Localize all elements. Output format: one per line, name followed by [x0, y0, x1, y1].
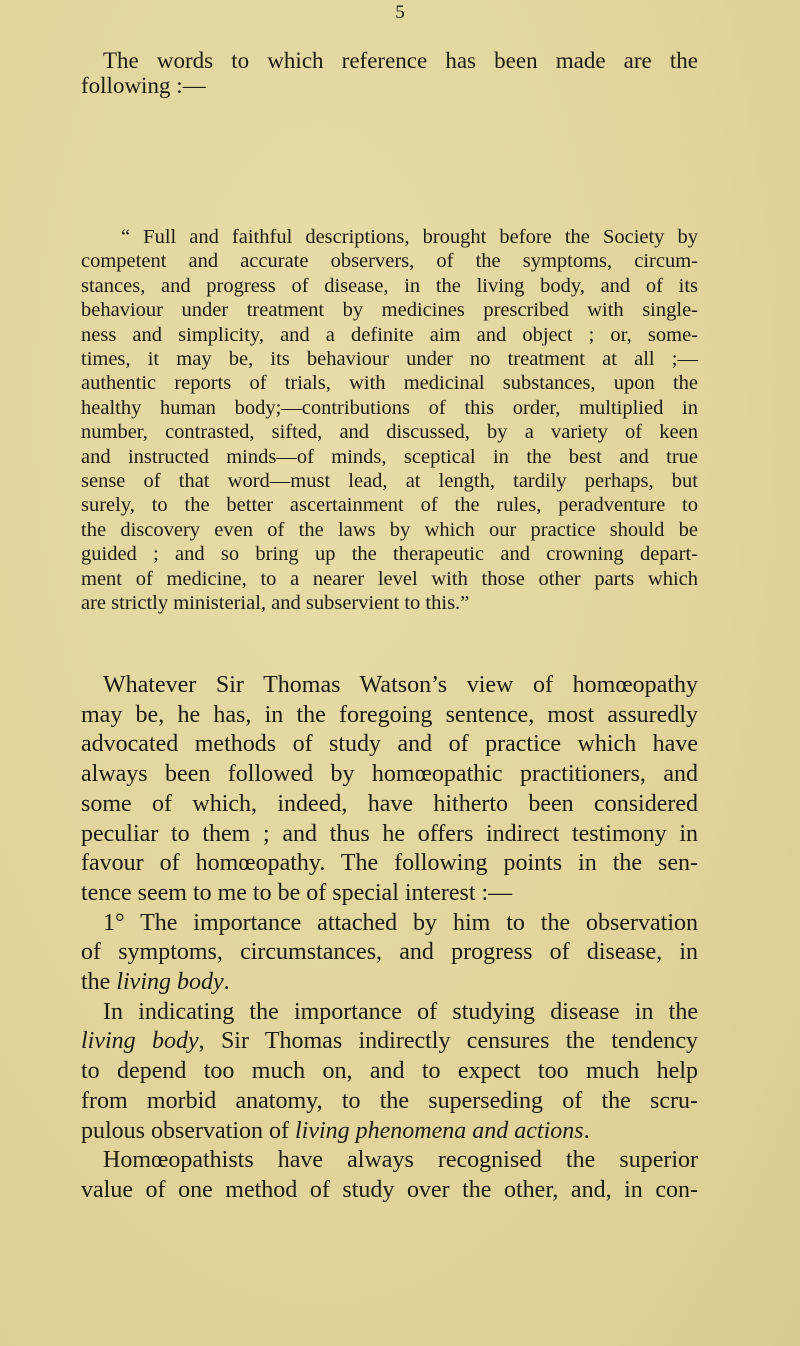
body-text — [81, 671, 698, 1206]
quote-line: ness and simplicity, and a definite aim and object ; or, some- — [81, 323, 698, 346]
quote-line: sense of that word—must lead, at length, tardily perhaps, but — [81, 470, 698, 493]
body-line: to depend too much on, and to expect too much help — [81, 1058, 698, 1085]
body-line: favour of homœopathy. The following points in the sen- — [81, 850, 698, 877]
italic-emphasis: living body — [81, 1028, 199, 1055]
quote-line: behaviour under treatment by medicines prescribed with single- — [81, 299, 698, 322]
body-line: peculiar to them ; and thus he offers indirect testimony in — [81, 820, 698, 847]
quote-line: and instructed minds—of minds, sceptical in the best and true — [81, 445, 698, 468]
body-line — [81, 1027, 698, 1057]
italic-emphasis: living body — [116, 969, 224, 996]
italic-emphasis: living phenomena and actions — [294, 1117, 584, 1144]
intro-paragraph — [81, 48, 698, 98]
quote-line: the discovery even of the laws by which our practice should be — [81, 518, 698, 541]
body-line: 1° The importance attached by him to the observation — [103, 909, 698, 936]
paragraph-homoeopathists — [81, 1146, 698, 1205]
body-line: value of one method of study over the other, and, in con- — [81, 1176, 698, 1203]
point-1 — [81, 909, 698, 998]
body-line: from morbid anatomy, to the superseding of the scru- — [81, 1087, 698, 1114]
body-line: Homœopathists have always recognised the superior — [103, 1147, 698, 1174]
intro-line: The words to which reference has been made are the — [103, 48, 698, 73]
text: pulous observation of — [81, 1117, 295, 1144]
body-line: advocated methods of study and of practice which have — [81, 731, 698, 758]
body-line: always been followed by homœopathic practitioners, and — [81, 761, 698, 788]
text: the — [81, 969, 117, 996]
body-line: Whatever Sir Thomas Watson’s view of homœopathy — [103, 672, 698, 698]
quote-line: times, it may be, its behaviour under no treatment at all ;— — [81, 348, 698, 371]
quote-line: are strictly ministerial, and subservient to this.” — [81, 592, 470, 615]
block-quotation — [81, 225, 698, 616]
quote-line: ment of medicine, to a nearer level with those other parts which — [81, 567, 698, 590]
intro-line: following :— — [81, 73, 206, 98]
text: . — [583, 1117, 590, 1144]
quote-line: authentic reports of trials, with medicinal substances, upon the — [81, 372, 698, 395]
paragraph-watson-view — [81, 671, 698, 909]
quote-line: surely, to the better ascertainment of the rules, peradventure to — [81, 494, 698, 517]
body-line — [81, 968, 698, 998]
body-line: may be, he has, in the foregoing sentence, most assuredly — [81, 701, 698, 728]
quote-line: number, contrasted, sifted, and discussed, by a variety of keen — [81, 421, 698, 444]
quote-line: stances, and progress of disease, in the living body, and of its — [81, 274, 698, 297]
text: . — [223, 969, 230, 996]
body-line: some of which, indeed, have hitherto been considered — [81, 790, 698, 817]
quote-line: guided ; and so bring up the therapeutic and crowning depart- — [81, 543, 698, 566]
quote-line: “ Full and faithful descriptions, brought before the Society by — [121, 226, 698, 248]
body-line — [81, 1117, 698, 1147]
quote-line: competent and accurate observers, of the symptoms, circum- — [81, 250, 698, 273]
text: , Sir Thomas indirectly censures the tendency — [198, 1028, 699, 1055]
page-number: 5 — [395, 2, 405, 23]
paragraph-living-body — [81, 998, 698, 1147]
body-line: In indicating the importance of studying disease in the — [103, 998, 698, 1025]
body-line: tence seem to me to be of special interest :— — [81, 879, 513, 906]
quote-line: healthy human body;—contributions of this order, multiplied in — [81, 396, 698, 419]
body-line: of symptoms, circumstances, and progress of disease, in — [81, 939, 698, 966]
